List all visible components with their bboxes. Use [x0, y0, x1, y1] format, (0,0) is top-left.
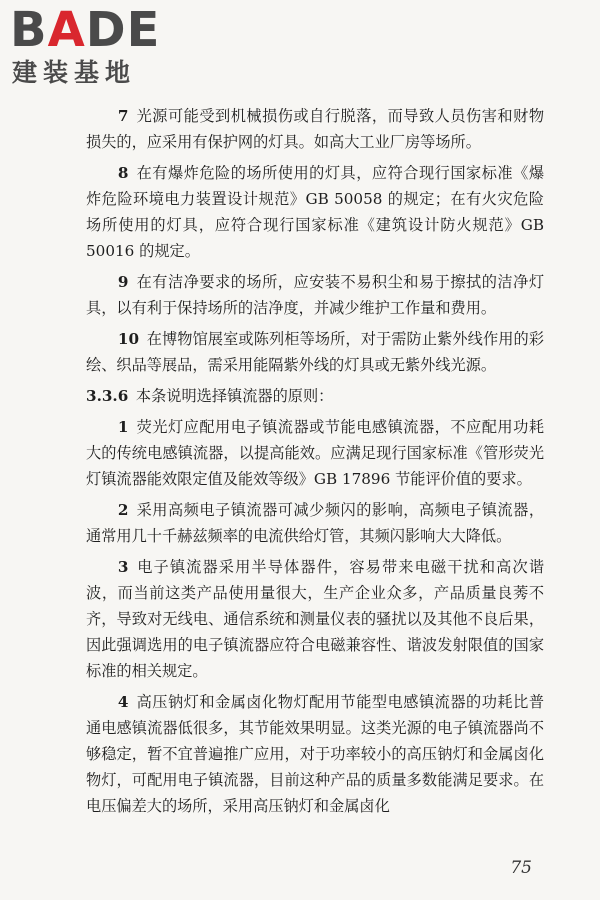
- paragraph-9: [86, 269, 544, 321]
- item-number: 2: [117, 501, 129, 519]
- logo-subtitle: 建装基地: [12, 58, 137, 87]
- section-3-3-6: [86, 383, 544, 409]
- item-number: 8: [117, 164, 129, 182]
- paragraph-text: 电子镇流器采用半导体器件，容易带来电磁干扰和高次谐波，而当前这类产品使用量很大，生产企业众多，产品质量良莠不齐，导致对无线电、通信系统和测量仪表的骚扰以及其他不良后果，因此强调选用的电子镇流器应符合电磁兼容性、谐波发射限值的国家标准的相关规定。: [86, 558, 544, 680]
- section-number: 3.3.6: [86, 387, 129, 405]
- paragraph-text: 荧光灯应配用电子镇流器或节能电感镇流器，不应配用功耗大的传统电感镇流器，以提高能效。应满足现行国家标准《管形荧光灯镇流器能效限定值及能效等级》GB 17896 节能评价值的要求。: [86, 418, 544, 488]
- section-text: 本条说明选择镇流器的原则：: [135, 387, 334, 405]
- bade-logo: [10, 4, 185, 92]
- item-number: 3: [117, 558, 129, 576]
- page-number: 75: [510, 858, 532, 878]
- paragraph-ballast-1: [86, 414, 544, 492]
- paragraph-7: [86, 103, 544, 155]
- item-number: 9: [117, 273, 129, 291]
- logo-wordmark: BADE: [10, 2, 161, 58]
- item-number: 7: [117, 107, 129, 125]
- paragraph-text: 采用高频电子镇流器可减少频闪的影响，高频电子镇流器，通常用几十千赫兹频率的电流供给灯管，其频闪影响大大降低。: [86, 501, 544, 545]
- paragraph-ballast-3: [86, 554, 544, 684]
- paragraph-text: 高压钠灯和金属卤化物灯配用节能型电感镇流器的功耗比普通电感镇流器低很多，其节能效果明显。这类光源的电子镇流器尚不够稳定，暂不宜普遍推广应用，对于功率较小的高压钠灯和金属卤化物灯，可配用电子镇流器，目前这种产品的质量多数能满足要求。在电压偏差大的场所，采用高压钠灯和金属卤化: [86, 693, 544, 815]
- paragraph-text: 在有爆炸危险的场所使用的灯具，应符合现行国家标准《爆炸危险环境电力装置设计规范》GB 50058 的规定；在有火灾危险场所使用的灯具，应符合现行国家标准《建筑设计防火规范》GB 50016 的规定。: [86, 164, 544, 260]
- item-number: 4: [117, 693, 129, 711]
- paragraph-10: [86, 326, 544, 378]
- item-number: 1: [117, 418, 129, 436]
- paragraph-text: 在博物馆展室或陈列柜等场所，对于需防止紫外线作用的彩绘、织品等展品，需采用能隔紫外线的灯具或无紫外线光源。: [86, 330, 544, 374]
- paragraph-8: [86, 160, 544, 264]
- item-number: 10: [117, 330, 140, 348]
- document-body: [86, 103, 544, 824]
- paragraph-ballast-2: [86, 497, 544, 549]
- paragraph-ballast-4: [86, 689, 544, 819]
- paragraph-text: 光源可能受到机械损伤或自行脱落，而导致人员伤害和财物损失的，应采用有保护网的灯具。如高大工业厂房等场所。: [86, 107, 544, 151]
- paragraph-text: 在有洁净要求的场所，应安装不易积尘和易于擦拭的洁净灯具，以有利于保持场所的洁净度，并减少维护工作量和费用。: [86, 273, 544, 317]
